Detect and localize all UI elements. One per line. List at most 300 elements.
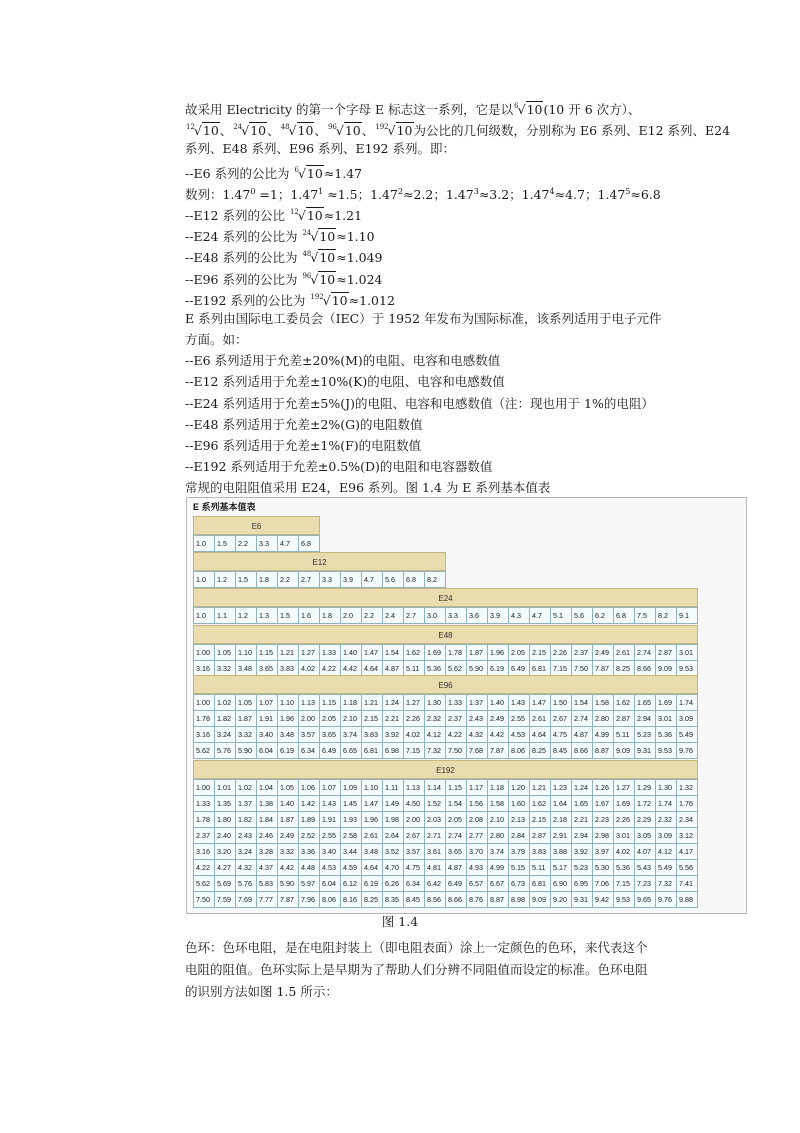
use-e6: --E6 系列适用于允差±20%(M)的电阻、电容和电感数值 bbox=[185, 353, 501, 369]
value-cell: 6.19 bbox=[277, 742, 299, 759]
value-cell: 4.64 bbox=[361, 859, 383, 876]
value-cell: 2.37 bbox=[571, 644, 593, 661]
value-cell: 3.83 bbox=[361, 726, 383, 743]
value-cell: 4.42 bbox=[277, 859, 299, 876]
root-index: 48 bbox=[302, 250, 312, 259]
value-cell: 9.76 bbox=[676, 742, 698, 759]
root-index: 192 bbox=[310, 292, 324, 301]
value-cell: 1.2 bbox=[235, 607, 257, 624]
value-cell: 1.40 bbox=[487, 694, 509, 711]
value-cell: 2.21 bbox=[382, 710, 404, 727]
table-row bbox=[193, 535, 319, 552]
value-cell: 1.17 bbox=[466, 779, 488, 796]
series-header-e24: E24 bbox=[193, 588, 698, 607]
use-e192: --E192 系列适用于允差±0.5%(D)的电阻和电容器数值 bbox=[185, 459, 493, 475]
value-cell: 9.53 bbox=[655, 742, 677, 759]
root-radicand: 10 bbox=[297, 123, 314, 139]
value-cell: 1.74 bbox=[655, 795, 677, 812]
e12-ratio bbox=[185, 202, 705, 223]
para2-line-2: 电阻的阻值。色环实际上是早期为了帮助人们分辨不同阻值而设定的标准。色环电阻 bbox=[185, 962, 648, 977]
seq-exp: 0 bbox=[250, 186, 256, 196]
value-cell: 1.27 bbox=[403, 694, 425, 711]
root-12: $^{12}$√10 bbox=[289, 207, 323, 223]
value-cell: 6.73 bbox=[508, 875, 530, 892]
root-index: 48 bbox=[280, 123, 290, 132]
root-radicand: 10 bbox=[306, 165, 323, 181]
table-row bbox=[193, 726, 697, 743]
value-cell: 1.18 bbox=[487, 779, 509, 796]
value-cell: 1.50 bbox=[550, 694, 572, 711]
value-cell: 6.12 bbox=[340, 875, 362, 892]
value-cell: 1.91 bbox=[319, 811, 341, 828]
root-index: 96 bbox=[302, 271, 312, 280]
value-cell: 1.24 bbox=[571, 779, 593, 796]
value-cell: 3.57 bbox=[298, 726, 320, 743]
value-cell: 1.13 bbox=[403, 779, 425, 796]
value-cell: 2.91 bbox=[550, 827, 572, 844]
root-radicand: 10 bbox=[331, 292, 348, 308]
value-cell: 5.49 bbox=[655, 859, 677, 876]
value-cell: 8.76 bbox=[466, 891, 488, 908]
root-index: 6 bbox=[294, 165, 299, 174]
value-cell: 1.47 bbox=[529, 694, 551, 711]
value-cell: 1.40 bbox=[340, 644, 362, 661]
seq-exp: 1 bbox=[318, 186, 324, 196]
value-cell: 6.04 bbox=[319, 875, 341, 892]
value-cell: 1.05 bbox=[277, 779, 299, 796]
series-header-e96: E96 bbox=[193, 675, 698, 694]
table-row bbox=[193, 644, 697, 661]
value-cell: 4.75 bbox=[403, 859, 425, 876]
value-cell: 1.3 bbox=[256, 607, 278, 624]
iec-line-1: E 系列由国际电工委员会（IEC）于 1952 年发布为国际标准，该系列适用于电子元件 bbox=[185, 310, 662, 326]
value-cell: 1.37 bbox=[235, 795, 257, 812]
root-48: $^{48}$√10 bbox=[302, 250, 336, 266]
value-cell: 4.32 bbox=[466, 726, 488, 743]
value-cell: 3.0 bbox=[424, 607, 446, 624]
value-cell: 2.32 bbox=[424, 710, 446, 727]
value-cell: 4.7 bbox=[361, 571, 383, 588]
value-cell: 1.5 bbox=[214, 535, 236, 552]
value-cell: 3.20 bbox=[214, 843, 236, 860]
sep: 、 bbox=[267, 123, 280, 139]
value-cell: 1.2 bbox=[214, 571, 236, 588]
value-cell: 9.09 bbox=[529, 891, 551, 908]
value-cell: 3.74 bbox=[340, 726, 362, 743]
value-cell: 1.67 bbox=[592, 795, 614, 812]
value-cell: 6.49 bbox=[445, 875, 467, 892]
value-cell: 6.8 bbox=[613, 607, 635, 624]
value-cell: 2.18 bbox=[550, 811, 572, 828]
value-cell: 2.23 bbox=[592, 811, 614, 828]
e-series-figure bbox=[186, 497, 747, 914]
root-radicand: 10 bbox=[319, 271, 336, 287]
value-cell: 2.87 bbox=[529, 827, 551, 844]
value-cell: 2.77 bbox=[466, 827, 488, 844]
value-cell: 7.50 bbox=[571, 660, 593, 677]
value-cell: 2.74 bbox=[571, 710, 593, 727]
value-cell: 5.76 bbox=[235, 875, 257, 892]
value-cell: 2.40 bbox=[214, 827, 236, 844]
series-header-e48: E48 bbox=[193, 625, 698, 644]
value-cell: 7.32 bbox=[655, 875, 677, 892]
use-e96: --E96 系列适用于允差±1%(F)的电阻数值 bbox=[185, 438, 422, 453]
value-cell: 7.5 bbox=[634, 607, 656, 624]
value-cell: 7.87 bbox=[487, 742, 509, 759]
series-header-e192: E192 bbox=[193, 760, 698, 779]
value-cell: 3.40 bbox=[256, 726, 278, 743]
value-cell: 4.99 bbox=[592, 726, 614, 743]
common-values-line: 常规的电阻阻值采用 E24，E96 系列。图 1.4 为 E 系列基本值表 bbox=[185, 480, 551, 496]
value-cell: 2.05 bbox=[319, 710, 341, 727]
value-cell: 3.9 bbox=[340, 571, 362, 588]
value-cell: 9.76 bbox=[655, 891, 677, 908]
value-cell: 8.66 bbox=[571, 742, 593, 759]
value-cell: 4.42 bbox=[340, 660, 362, 677]
value-cell: 9.53 bbox=[676, 660, 698, 677]
value-cell: 1.0 bbox=[193, 607, 215, 624]
value-cell: 8.45 bbox=[550, 742, 572, 759]
value-cell: 1.8 bbox=[319, 607, 341, 624]
value-cell: 6.26 bbox=[382, 875, 404, 892]
value-cell: 8.87 bbox=[592, 742, 614, 759]
value-cell: 2.26 bbox=[403, 710, 425, 727]
value-cell: 5.90 bbox=[235, 742, 257, 759]
value-cell: 1.35 bbox=[214, 795, 236, 812]
value-cell: 1.42 bbox=[298, 795, 320, 812]
value-cell: 8.66 bbox=[445, 891, 467, 908]
value-cell: 4.42 bbox=[487, 726, 509, 743]
value-cell: 8.2 bbox=[424, 571, 446, 588]
e6-ratio-value: ≈1.47 bbox=[323, 165, 363, 181]
value-cell: 2.43 bbox=[466, 710, 488, 727]
seq-exp: 3 bbox=[473, 186, 479, 196]
value-cell: 4.87 bbox=[571, 726, 593, 743]
value-cell: 8.66 bbox=[634, 660, 656, 677]
root-radicand: 10 bbox=[344, 123, 361, 139]
root-index: 6 bbox=[514, 102, 519, 110]
value-cell: 4.75 bbox=[550, 726, 572, 743]
value-cell: 7.15 bbox=[403, 742, 425, 759]
intro-line-2 bbox=[185, 117, 731, 139]
value-cell: 1.62 bbox=[529, 795, 551, 812]
value-cell: 2.26 bbox=[613, 811, 635, 828]
value-cell: 1.15 bbox=[445, 779, 467, 796]
value-cell: 6.34 bbox=[403, 875, 425, 892]
value-cell: 2.87 bbox=[613, 710, 635, 727]
value-cell: 5.23 bbox=[634, 726, 656, 743]
value-cell: 1.69 bbox=[655, 694, 677, 711]
value-cell: 1.52 bbox=[424, 795, 446, 812]
figure-title: E 系列基本值表 bbox=[193, 502, 256, 512]
value-cell: 1.1 bbox=[214, 607, 236, 624]
table-row bbox=[193, 891, 697, 908]
value-cell: 9.42 bbox=[592, 891, 614, 908]
value-cell: 6.34 bbox=[298, 742, 320, 759]
value-cell: 5.62 bbox=[445, 660, 467, 677]
value-cell: 3.3 bbox=[256, 535, 278, 552]
value-cell: 2.2 bbox=[361, 607, 383, 624]
value-cell: 2.15 bbox=[529, 644, 551, 661]
value-cell: 5.97 bbox=[298, 875, 320, 892]
value-cell: 5.23 bbox=[571, 859, 593, 876]
value-cell: 2.2 bbox=[277, 571, 299, 588]
value-cell: 3.16 bbox=[193, 660, 215, 677]
value-cell: 2.94 bbox=[634, 710, 656, 727]
value-cell: 1.47 bbox=[361, 795, 383, 812]
value-cell: 1.96 bbox=[487, 644, 509, 661]
value-cell: 2.05 bbox=[445, 811, 467, 828]
value-cell: 1.21 bbox=[277, 644, 299, 661]
value-cell: 3.28 bbox=[256, 843, 278, 860]
value-cell: 5.49 bbox=[676, 726, 698, 743]
value-cell: 1.29 bbox=[634, 779, 656, 796]
value-cell: 3.52 bbox=[382, 843, 404, 860]
value-cell: 4.02 bbox=[613, 843, 635, 860]
value-cell: 2.21 bbox=[571, 811, 593, 828]
value-cell: 6.81 bbox=[529, 875, 551, 892]
value-cell: 1.54 bbox=[445, 795, 467, 812]
value-cell: 1.64 bbox=[550, 795, 572, 812]
root-radicand: 10 bbox=[319, 250, 336, 266]
root-radicand: 10 bbox=[319, 229, 336, 245]
value-cell: 4.87 bbox=[382, 660, 404, 677]
value-cell: 1.02 bbox=[214, 694, 236, 711]
value-cell: 7.15 bbox=[613, 875, 635, 892]
series-header-e12: E12 bbox=[193, 552, 446, 571]
e24-ratio bbox=[185, 223, 705, 244]
value-cell: 5.90 bbox=[466, 660, 488, 677]
value-cell: 1.45 bbox=[340, 795, 362, 812]
use-e24: --E24 系列适用于允差±5%(J)的电阻、电容和电感数值（注：现也用于 1%的电阻） bbox=[185, 395, 654, 411]
value-cell: 3.16 bbox=[193, 843, 215, 860]
value-cell: 3.32 bbox=[235, 726, 257, 743]
root-12: $^{12}$√10 bbox=[186, 123, 219, 139]
value-cell: 2.80 bbox=[592, 710, 614, 727]
table-row bbox=[193, 811, 697, 828]
value-cell: 2.74 bbox=[445, 827, 467, 844]
value-cell: 5.36 bbox=[613, 859, 635, 876]
value-cell: 2.4 bbox=[382, 607, 404, 624]
value-cell: 2.26 bbox=[550, 644, 572, 661]
value-cell: 7.50 bbox=[445, 742, 467, 759]
value-cell: 6.67 bbox=[487, 875, 509, 892]
value-cell: 3.36 bbox=[298, 843, 320, 860]
sequence-line bbox=[185, 181, 705, 202]
value-cell: 2.49 bbox=[277, 827, 299, 844]
value-cell: 4.99 bbox=[487, 859, 509, 876]
value-cell: 3.92 bbox=[571, 843, 593, 860]
value-cell: 6.57 bbox=[466, 875, 488, 892]
intro-line-1-post: (10 开 6 次方）、 bbox=[543, 102, 641, 117]
value-cell: 1.09 bbox=[340, 779, 362, 796]
value-cell: 4.64 bbox=[361, 660, 383, 677]
value-cell: 1.87 bbox=[466, 644, 488, 661]
value-cell: 5.1 bbox=[550, 607, 572, 624]
seq-text: ≈2.2；1.47 bbox=[403, 186, 474, 202]
value-cell: 1.87 bbox=[277, 811, 299, 828]
value-cell: 8.35 bbox=[382, 891, 404, 908]
value-cell: 1.33 bbox=[193, 795, 215, 812]
value-cell: 4.17 bbox=[676, 843, 698, 860]
value-cell: 7.41 bbox=[676, 875, 698, 892]
value-cell: 2.52 bbox=[298, 827, 320, 844]
e192-ratio-value: ≈1.012 bbox=[348, 292, 395, 308]
value-cell: 1.96 bbox=[361, 811, 383, 828]
value-cell: 7.59 bbox=[214, 891, 236, 908]
value-cell: 6.2 bbox=[592, 607, 614, 624]
value-cell: 5.30 bbox=[592, 859, 614, 876]
value-cell: 3.44 bbox=[340, 843, 362, 860]
value-cell: 2.61 bbox=[361, 827, 383, 844]
e48-ratio bbox=[185, 244, 705, 265]
figure-caption: 图 1.4 bbox=[381, 914, 419, 929]
value-cell: 8.98 bbox=[508, 891, 530, 908]
value-cell: 2.13 bbox=[508, 811, 530, 828]
e48-ratio-label: --E48 系列的公比为 bbox=[185, 250, 298, 266]
value-cell: 2.0 bbox=[340, 607, 362, 624]
value-cell: 1.93 bbox=[340, 811, 362, 828]
table-row bbox=[193, 859, 697, 876]
value-cell: 1.0 bbox=[193, 571, 215, 588]
value-cell: 1.11 bbox=[382, 779, 404, 796]
value-cell: 7.50 bbox=[193, 891, 215, 908]
value-cell: 3.57 bbox=[403, 843, 425, 860]
root-192: $^{192}$√10 bbox=[310, 292, 348, 308]
value-cell: 5.6 bbox=[382, 571, 404, 588]
table-row bbox=[193, 843, 697, 860]
value-cell: 2.55 bbox=[319, 827, 341, 844]
value-cell: 6.8 bbox=[403, 571, 425, 588]
value-cell: 8.25 bbox=[361, 891, 383, 908]
value-cell: 2.7 bbox=[403, 607, 425, 624]
value-cell: 1.05 bbox=[235, 694, 257, 711]
value-cell: 4.64 bbox=[529, 726, 551, 743]
value-cell: 1.38 bbox=[256, 795, 278, 812]
value-cell: 6.19 bbox=[361, 875, 383, 892]
value-cell: 5.76 bbox=[214, 742, 236, 759]
value-cell: 7.68 bbox=[466, 742, 488, 759]
root-index: 24 bbox=[233, 123, 243, 132]
value-cell: 1.27 bbox=[613, 779, 635, 796]
value-cell: 4.53 bbox=[508, 726, 530, 743]
value-cell: 1.87 bbox=[235, 710, 257, 727]
value-cell: 7.96 bbox=[298, 891, 320, 908]
value-cell: 3.40 bbox=[319, 843, 341, 860]
value-cell: 5.90 bbox=[277, 875, 299, 892]
value-cell: 8.25 bbox=[613, 660, 635, 677]
value-cell: 2.7 bbox=[298, 571, 320, 588]
value-cell: 6.49 bbox=[508, 660, 530, 677]
value-cell: 1.37 bbox=[466, 694, 488, 711]
value-cell: 7.87 bbox=[592, 660, 614, 677]
value-cell: 1.8 bbox=[256, 571, 278, 588]
table-row bbox=[193, 742, 697, 759]
value-cell: 1.26 bbox=[592, 779, 614, 796]
value-cell: 2.98 bbox=[592, 827, 614, 844]
e96-ratio-value: ≈1.024 bbox=[336, 271, 383, 287]
value-cell: 1.82 bbox=[214, 710, 236, 727]
intro-line-3: 系列、E48 系列、E96 系列、E192 系列。即： bbox=[185, 141, 455, 157]
value-cell: 1.96 bbox=[277, 710, 299, 727]
value-cell: 3.9 bbox=[487, 607, 509, 624]
value-cell: 1.06 bbox=[298, 779, 320, 796]
value-cell: 3.05 bbox=[634, 827, 656, 844]
value-cell: 1.32 bbox=[676, 779, 698, 796]
value-cell: 1.58 bbox=[592, 694, 614, 711]
value-cell: 3.09 bbox=[655, 827, 677, 844]
value-cell: 6.90 bbox=[550, 875, 572, 892]
value-cell: 9.09 bbox=[655, 660, 677, 677]
value-cell: 5.11 bbox=[403, 660, 425, 677]
value-cell: 2.67 bbox=[403, 827, 425, 844]
value-cell: 2.32 bbox=[655, 811, 677, 828]
value-cell: 5.15 bbox=[508, 859, 530, 876]
value-cell: 2.05 bbox=[508, 644, 530, 661]
value-cell: 7.23 bbox=[634, 875, 656, 892]
value-cell: 8.06 bbox=[508, 742, 530, 759]
value-cell: 2.46 bbox=[256, 827, 278, 844]
value-cell: 1.78 bbox=[445, 644, 467, 661]
value-cell: 5.17 bbox=[550, 859, 572, 876]
value-cell: 2.43 bbox=[235, 827, 257, 844]
root-96: $^{96}$√10 bbox=[302, 271, 336, 287]
seq-label: 数列：1.47 bbox=[185, 186, 251, 202]
para2-line-1: 色环：色环电阻，是在电阻封装上（即电阻表面）涂上一定颜色的色环，来代表这个 bbox=[185, 940, 648, 955]
value-cell: 4.22 bbox=[319, 660, 341, 677]
value-cell: 2.10 bbox=[487, 811, 509, 828]
root-24: $^{24}$√10 bbox=[233, 123, 267, 139]
value-cell: 2.58 bbox=[340, 827, 362, 844]
seq-text: =1；1.47 bbox=[255, 186, 319, 202]
e12-ratio-label: --E12 系列的公比 bbox=[185, 207, 285, 223]
value-cell: 3.97 bbox=[592, 843, 614, 860]
table-row bbox=[193, 875, 697, 892]
value-cell: 4.7 bbox=[529, 607, 551, 624]
value-cell: 2.84 bbox=[508, 827, 530, 844]
root-24: $^{24}$√10 bbox=[302, 229, 336, 245]
value-cell: 5.62 bbox=[193, 742, 215, 759]
value-cell: 4.48 bbox=[298, 859, 320, 876]
value-cell: 3.16 bbox=[193, 726, 215, 743]
value-cell: 1.54 bbox=[571, 694, 593, 711]
value-cell: 1.21 bbox=[529, 779, 551, 796]
value-cell: 2.49 bbox=[487, 710, 509, 727]
value-cell: 2.2 bbox=[235, 535, 257, 552]
value-cell: 1.18 bbox=[340, 694, 362, 711]
value-cell: 8.16 bbox=[340, 891, 362, 908]
value-cell: 8.06 bbox=[319, 891, 341, 908]
value-cell: 3.48 bbox=[277, 726, 299, 743]
value-cell: 6.42 bbox=[424, 875, 446, 892]
value-cell: 2.37 bbox=[193, 827, 215, 844]
value-cell: 1.30 bbox=[424, 694, 446, 711]
value-cell: 2.15 bbox=[361, 710, 383, 727]
root-48: $^{48}$√10 bbox=[280, 123, 314, 139]
table-row bbox=[193, 694, 697, 711]
value-cell: 5.56 bbox=[676, 859, 698, 876]
value-cell: 5.36 bbox=[655, 726, 677, 743]
sep: 、 bbox=[219, 123, 233, 139]
intro-line-1 bbox=[185, 96, 705, 117]
root-radicand: 10 bbox=[306, 207, 323, 223]
value-cell: 1.89 bbox=[298, 811, 320, 828]
seq-text: ≈6.8 bbox=[630, 186, 661, 202]
value-cell: 5.83 bbox=[256, 875, 278, 892]
value-cell: 9.53 bbox=[613, 891, 635, 908]
table-row bbox=[193, 827, 697, 844]
value-cell: 6.8 bbox=[298, 535, 320, 552]
